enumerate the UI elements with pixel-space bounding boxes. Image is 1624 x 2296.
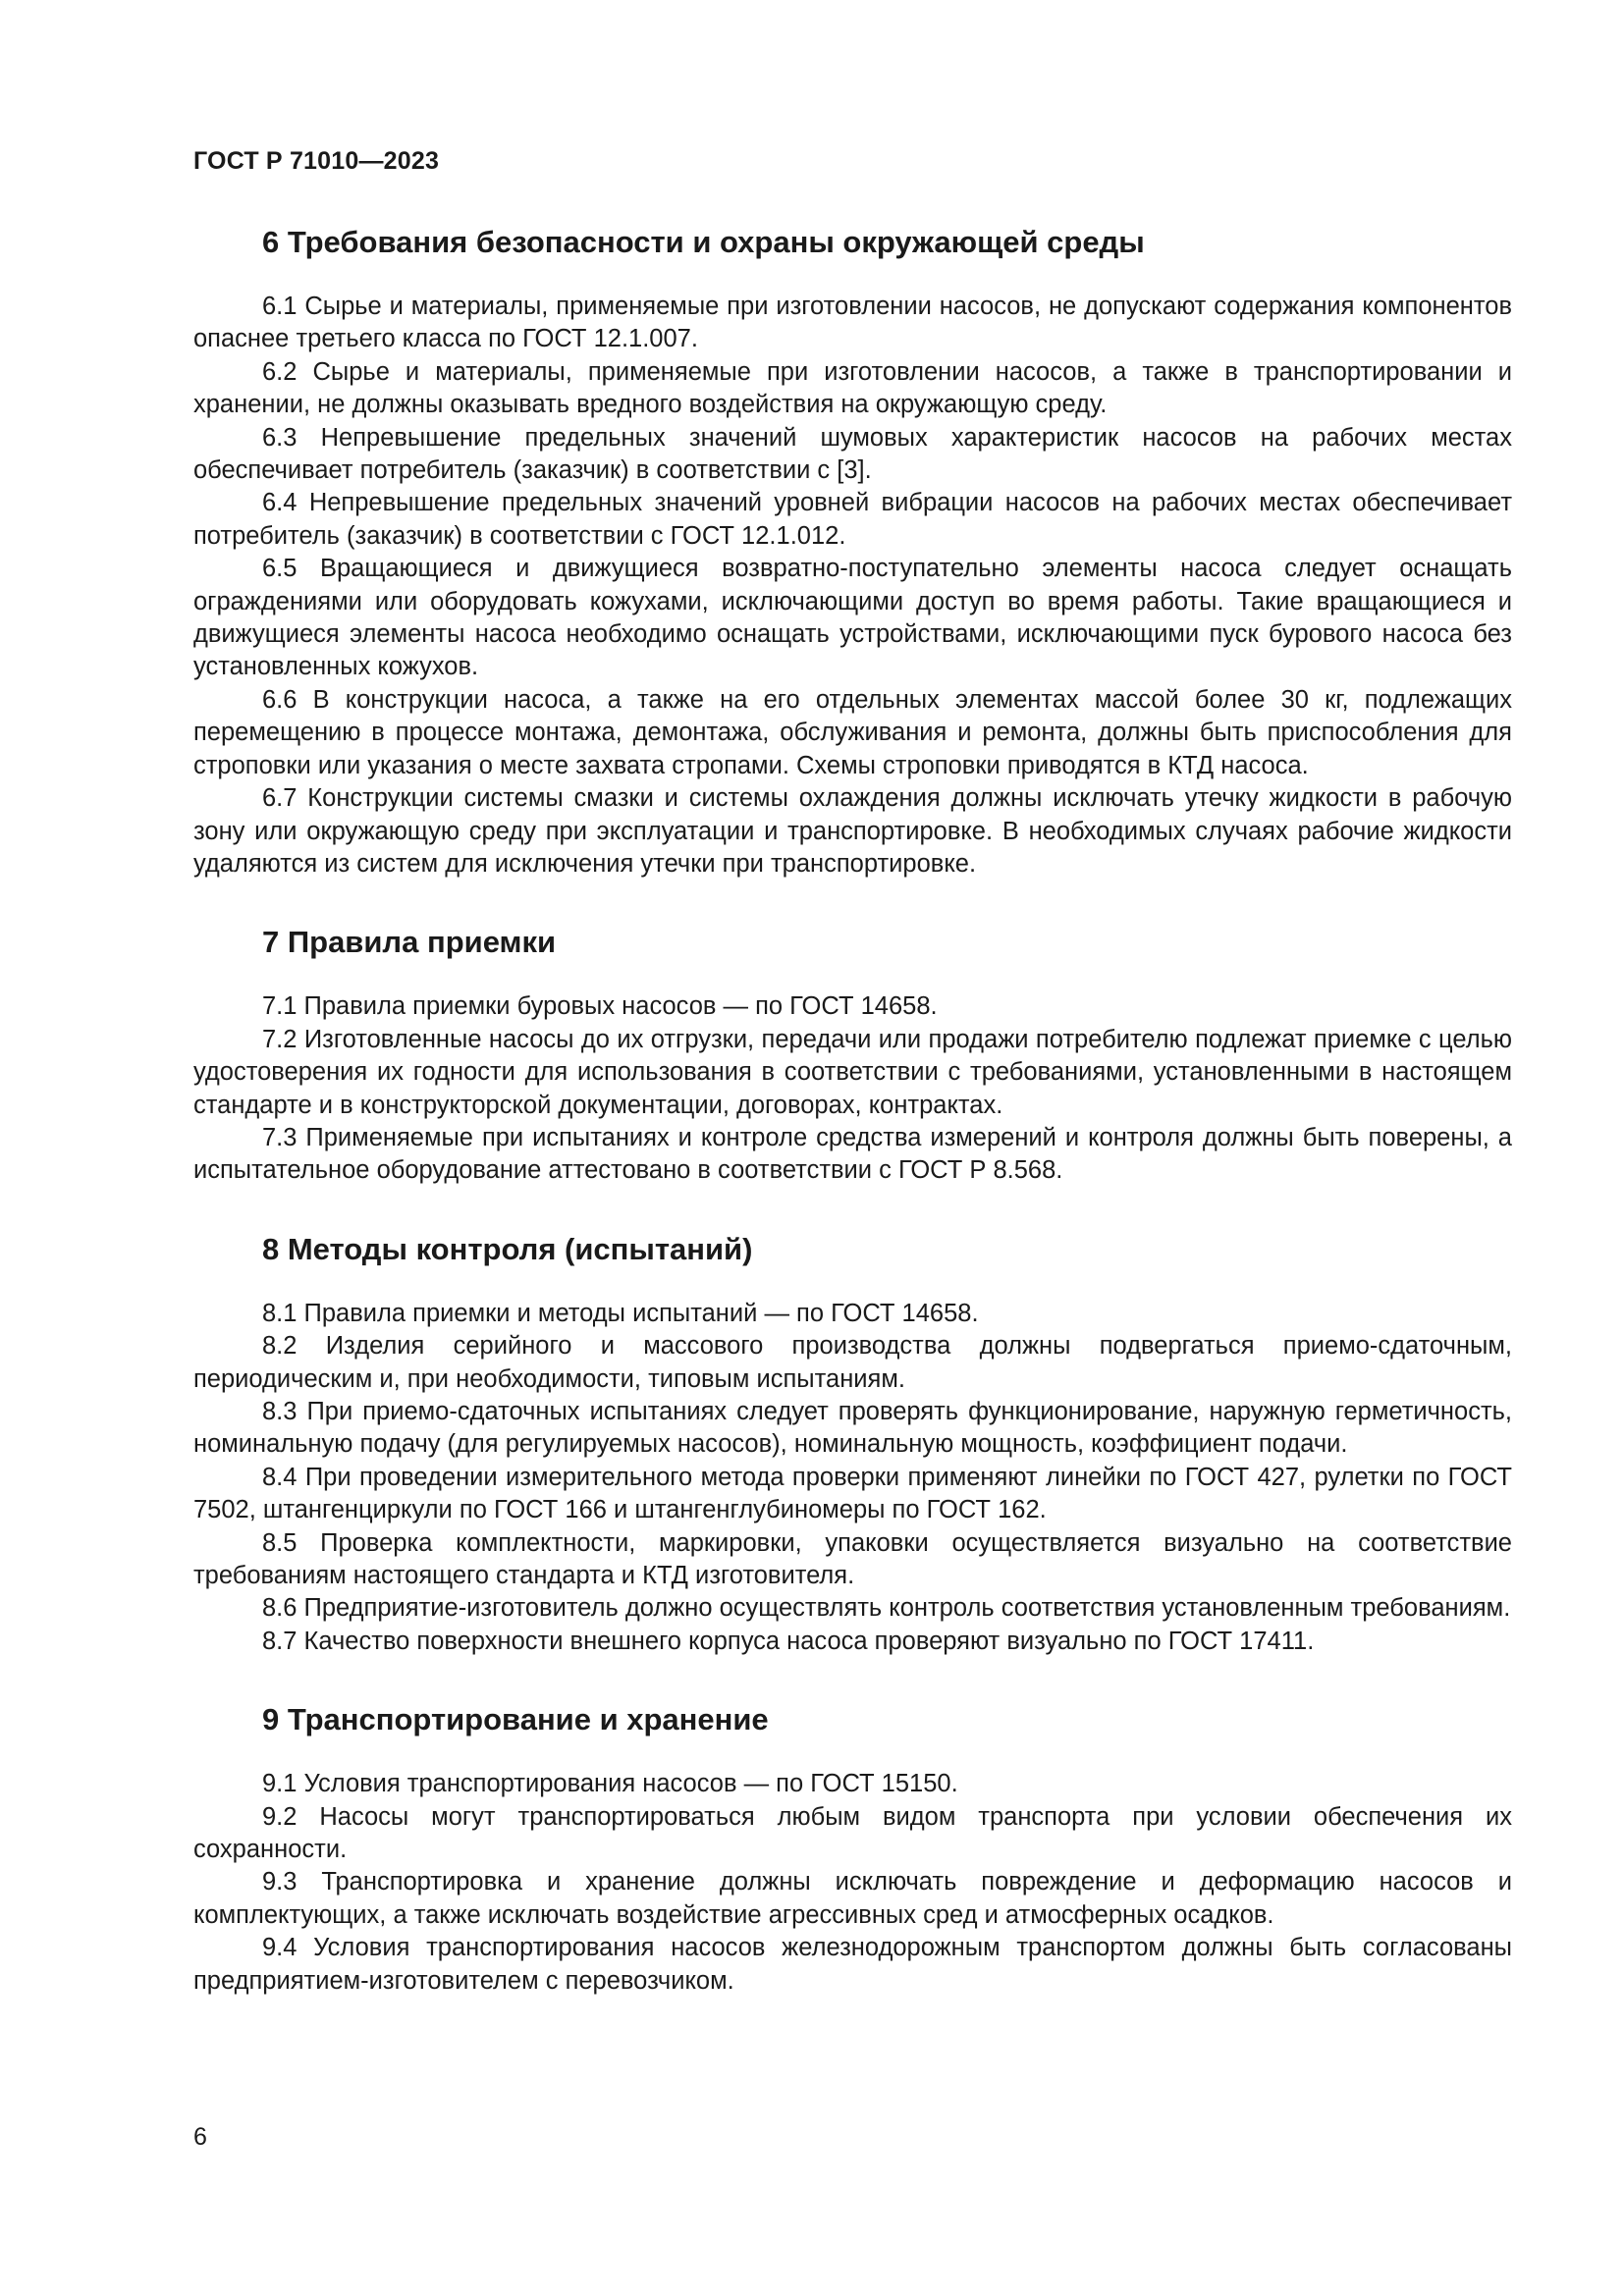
paragraph-9-2: 9.2 Насосы могут транспортироваться любым видом транспорта при условии обеспечения их сохранности. xyxy=(193,1802,1512,1864)
document-code-header: ГОСТ Р 71010—2023 xyxy=(193,147,440,175)
section-9 xyxy=(193,1697,1512,1998)
paragraph-6-6: 6.6 В конструкции насоса, а также на его отдельных элементах массой более 30 кг, подлежащих перемещению в процессе монтажа, демонтажа, обслуживания и ремонта, должны быть приспособления для строповки или указания о месте захвата стропами. Схемы строповки приводятся в КТД насоса. xyxy=(193,685,1512,779)
section-title: 8 Методы контроля (испытаний) xyxy=(262,1231,753,1266)
paragraph-9-3: 9.3 Транспортировка и хранение должны исключать повреждение и деформацию насосов и комплектующих, а также исключать воздействие агрессивных сред и атмосферных осадков. xyxy=(193,1868,1512,1929)
paragraph-8-7: 8.7 Качество поверхности внешнего корпуса насоса проверяют визуально по ГОСТ 17411. xyxy=(262,1627,1315,1655)
paragraph-7-2: 7.2 Изготовленные насосы до их отгрузки, передачи или продажи потребителю подлежат приемке с целью удостоверения их годности для использования в соответствии с требованиями, установленными в настоящем стандарте и в конструкторской документации, договорах, контрактах. xyxy=(193,1025,1512,1119)
section-8 xyxy=(193,1227,1512,1658)
section-title: 6 Требования безопасности и охраны окружающей среды xyxy=(262,225,1145,259)
paragraph-6-2: 6.2 Сырье и материалы, применяемые при изготовлении насосов, а также в транспортировании и хранении, не должны оказывать вредного воздействия на окружающую среду. xyxy=(193,357,1512,419)
paragraph-6-4: 6.4 Непревышение предельных значений уровней вибрации насосов на рабочих местах обеспечивает потребитель (заказчик) в соответствии с ГОСТ 12.1.012. xyxy=(193,489,1512,550)
paragraph-7-3: 7.3 Применяемые при испытаниях и контроле средства измерений и контроля должны быть поверены, а испытательное оборудование аттестовано в соответствии с ГОСТ Р 8.568. xyxy=(193,1123,1512,1185)
paragraph-6-5: 6.5 Вращающиеся и движущиеся возвратно-поступательно элементы насоса следует оснащать ограждениями или оборудовать кожухами, исключающими доступ во время работы. Такие вращающиеся и движущиеся элементы насоса необходимо оснащать устройствами, исключающими пуск бурового насоса без установленных кожухов. xyxy=(193,555,1512,681)
section-6 xyxy=(193,220,1512,881)
paragraph-6-3: 6.3 Непревышение предельных значений шумовых характеристик насосов на рабочих местах обеспечивает потребитель (заказчик) в соответствии с [3]. xyxy=(193,423,1512,485)
page-number: 6 xyxy=(193,2123,207,2151)
paragraph-8-1: 8.1 Правила приемки и методы испытаний — по ГОСТ 14658. xyxy=(262,1299,979,1327)
paragraph-6-1: 6.1 Сырье и материалы, применяемые при изготовлении насосов, не допускают содержания компонентов опаснее третьего класса по ГОСТ 12.1.007. xyxy=(193,293,1512,353)
document-body xyxy=(193,220,1512,1998)
paragraph-9-4: 9.4 Условия транспортирования насосов железнодорожным транспортом должны быть согласованы предприятием-изготовителем с перевозчиком. xyxy=(193,1934,1512,1995)
section-title: 9 Транспортирование и хранение xyxy=(262,1702,769,1737)
paragraph-8-6: 8.6 Предприятие-изготовитель должно осуществлять контроль соответствия установленным требованиям. xyxy=(262,1594,1511,1623)
paragraph-8-4: 8.4 При проведении измерительного метода проверки применяют линейки по ГОСТ 427, рулетки по ГОСТ 7502, штангенциркули по ГОСТ 166 и штангенглубиномеры по ГОСТ 162. xyxy=(193,1463,1512,1524)
section-title: 7 Правила приемки xyxy=(262,925,557,960)
paragraph-7-1: 7.1 Правила приемки буровых насосов — по ГОСТ 14658. xyxy=(262,992,938,1021)
paragraph-8-5: 8.5 Проверка комплектности, маркировки, упаковки осуществляется визуально на соответствие требованиям настоящего стандарта и КТД изготовителя. xyxy=(193,1528,1512,1589)
paragraph-8-3: 8.3 При приемо-сдаточных испытаниях следует проверять функционирование, наружную герметичность, номинальную подачу (для регулируемых насосов), номинальную мощность, коэффициент подачи. xyxy=(193,1397,1512,1459)
section-7 xyxy=(193,920,1512,1187)
paragraph-9-1: 9.1 Условия транспортирования насосов — по ГОСТ 15150. xyxy=(262,1770,958,1798)
paragraph-6-7: 6.7 Конструкции системы смазки и системы охлаждения должны исключать утечку жидкости в рабочую зону или окружающую среду при эксплуатации и транспортировке. В необходимых случаях рабочие жидкости удаляются из систем для исключения утечки при транспортировке. xyxy=(193,784,1512,878)
paragraph-8-2: 8.2 Изделия серийного и массового производства должны подвергаться приемо-сдаточным, периодическим и, при необходимости, типовым испытаниям. xyxy=(193,1332,1512,1393)
